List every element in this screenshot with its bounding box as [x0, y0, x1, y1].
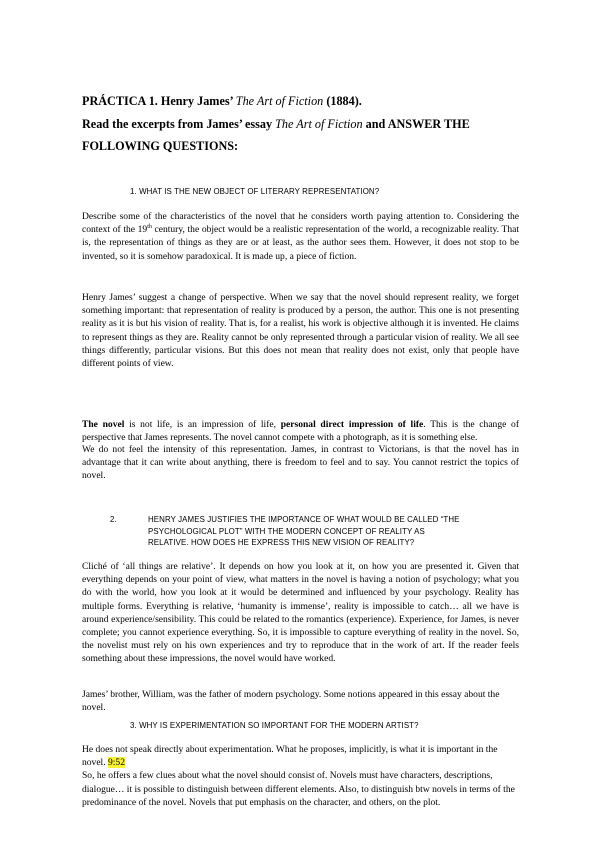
title-line-2: Read the excerpts from James’ essay The Art of Fiction and ANSWER THE: [82, 116, 470, 131]
title-work-italic: The Art of Fiction: [235, 94, 324, 108]
q1-paragraph-4: We do not feel the intensity of this representation. James, in contrast to Victorians, is that the novel has in advantage that it can write about anything, there is freedom to feel and to say. You cannot restrict the topics of novel.: [82, 444, 519, 482]
title-line-1: PRÁCTICA 1. Henry James’ The Art of Fiction (1884).: [82, 94, 362, 108]
q3-paragraph-1: He does not speak directly about experimentation. What he proposes, implicitly, is what it is important in the novel. 9:52 So, he offers a few clues about what the novel should consist of. Novels must have characters, descriptions, dialogue… it is possible to distinguish between different elements. Also, to distinguish btw novels in terms of the predominance of the novel. Novels that put emphasis on the character, and others, on the plot.: [82, 744, 515, 808]
question-2-heading: HENRY JAMES JUSTIFIES THE IMPORTANCE OF WHAT WOULD BE CALLED “THE PSYCHOLOGICAL PLOT” WITH THE MODERN CONCEPT OF REALITY AS RELATIVE. HOW DOES HE EXPRESS THIS NEW VISION OF REALITY?: [148, 515, 460, 547]
q1-paragraph-2: Henry James’ suggest a change of perspective. When we say that the novel should represent reality, we forget something important: that representation of reality is produced by a person, the author. This one is not presenting reality as it is but his vision of reality. That is, for a realist, his work is objective although it is invented. He claims to represent things as they are. Reality cannot be only represented through a particular vision of reality. We all see things differently, particular visions. But this does not mean that reality does not exist, only that people have different points of view.: [82, 292, 519, 370]
title-line-3: FOLLOWING QUESTIONS:: [82, 139, 239, 153]
question-2-number: 2.: [110, 515, 117, 524]
title-work-italic-2: The Art of Fiction: [275, 116, 363, 131]
q1-paragraph-3: The novel is not life, is an impression of life, personal direct impression of life. This is the change of perspective that James represents. The novel cannot compete with a photograph, as it is something else.: [82, 419, 519, 444]
question-1-heading: 1. WHAT IS THE NEW OBJECT OF LITERARY REPRESENTATION?: [130, 187, 380, 196]
q2-paragraph-1: Cliché of ‘all things are relative’. It depends on how you look at it, on how you are presented it. Given that everything depends on your point of view, what matters in the novel is having a notion of psychology; what you do with the world, how you look at it would be determined and influenced by your psychology. Reality has multiple forms. Everything is relative, ‘humanity is immense’, reality is impossible to catch… all we have is around experience/sensibility. This could be related to the romantics (experience). Experience, for James, is never complete; you cannot experience everything. So, it is impossible to capture everything of reality in the novel. So, the novelist must rely on his own experiences and try to reproduce that in the work of art. If the reader feels something about these impressions, the novel would have worked.: [82, 561, 519, 665]
q3-paragraph-2: So, he offers a few clues about what the novel should consist of. Novels must have characters, descriptions, dialogue… it is possible to distinguish between different elements. Also, to distinguish btw novels in terms of the predominance of the novel. Novels that put emphasis on the character, and others, on the plot.: [82, 770, 515, 808]
highlighted-timestamp: 9:52: [108, 757, 125, 769]
q1-paragraph-1: Describe some of the characteristics of the novel that he considers worth paying attention to. Considering the context of the 19th century, the object would be a realistic representation of the world, a recognizable reality. That is, the representation of things as they are or at least, as the author sees them. However, it does not stop to be invented, so it is somehow paradoxical. It is made up, a piece of fiction.: [82, 211, 519, 262]
q2-paragraph-2: James’ brother, William, was the father of modern psychology. Some notions appeared in this essay about the novel.: [82, 689, 500, 714]
question-3-heading: 3. WHY IS EXPERIMENTATION SO IMPORTANT FOR THE MODERN ARTIST?: [130, 721, 419, 730]
document-title: [82, 90, 542, 158]
